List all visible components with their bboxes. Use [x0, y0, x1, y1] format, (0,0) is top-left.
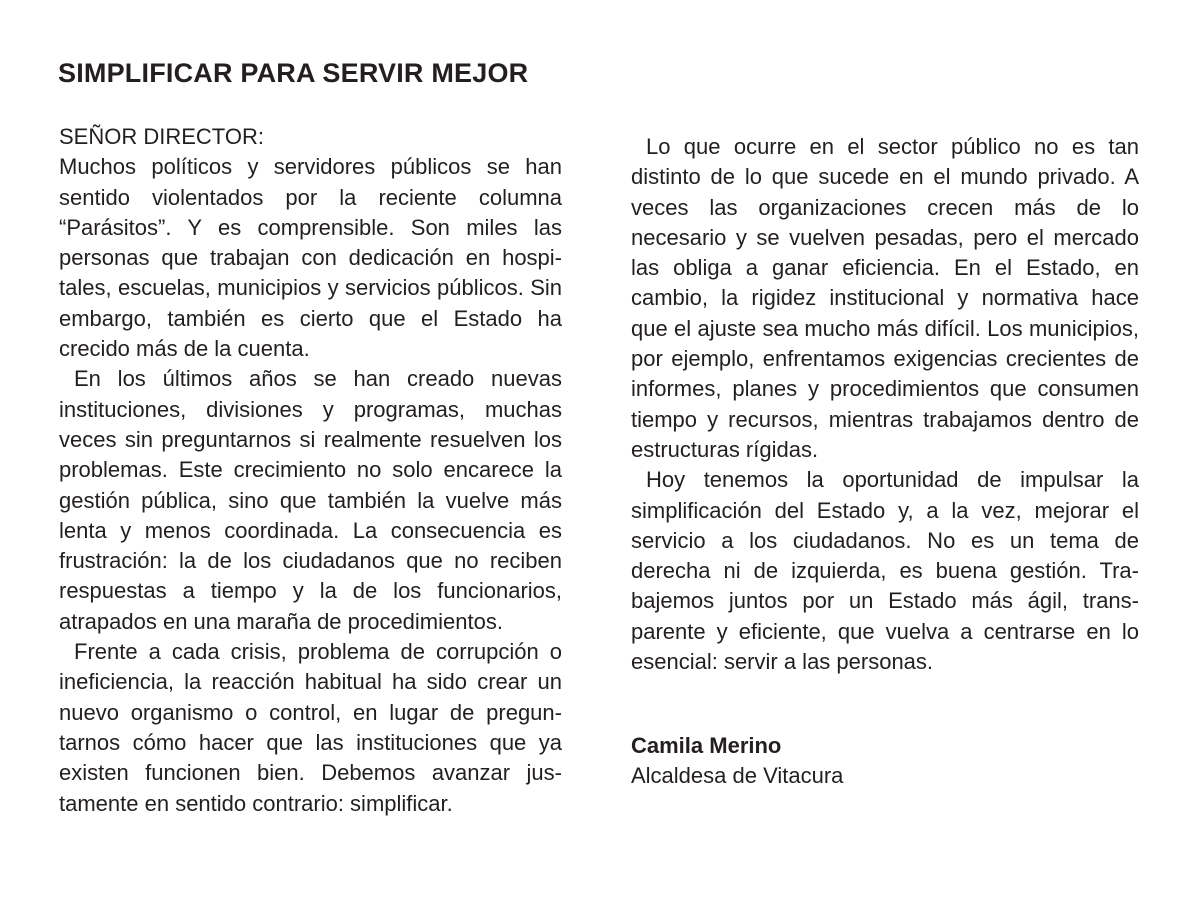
author-name: Camila Merino — [631, 733, 782, 758]
author-title: Alcaldesa de Vitacura — [631, 763, 844, 788]
signature-block — [631, 731, 843, 791]
letter-column-right — [631, 132, 1139, 677]
headline: SIMPLIFICAR PARA SERVIR MEJOR — [58, 58, 529, 88]
paragraph-3: Frente a cada crisis, problema de corrupción o ineficiencia, la reacción habitual ha sido crear un nuevo organismo o control, en lugar de preguntarnos cómo hacer que las instituciones que ya existen funcionen bien. Debemos avanzar justamente en sentido contrario: simplificar. — [59, 639, 562, 816]
salutation: SEÑOR DIRECTOR: — [59, 124, 264, 149]
paragraph-1: Muchos políticos y servidores públicos se han sentido violentados por la reciente columna “Parásitos”. Y es comprensible. Son miles las personas que trabajan con dedicación en hospitales, escuelas, municipios y servicios públicos. Sin embargo, también es cierto que el Estado ha crecido más de la cuenta. — [59, 154, 562, 362]
paragraph-2: En los últimos años se han creado nuevas instituciones, divisiones y programas, muchas veces sin preguntarnos si realmente resuelven los problemas. Este crecimiento no solo encarece la gestión pública, sino que también la vuelve más lenta y menos coordinada. La consecuencia es frustración: la de los ciudadanos que no reciben respuestas a tiempo y la de los funcionarios, atrapados en una maraña de procedimientos. — [59, 366, 562, 634]
paragraph-5: Hoy tenemos la oportunidad de impulsar la simplificación del Estado y, a la vez, mejorar el servicio a los ciudadanos. No es un tema de derecha ni de izquierda, es buena gestión. Trabajemos juntos por un Estado más ágil, transparente y eficiente, que vuelva a centrarse en lo esencial: servir a las personas. — [631, 467, 1139, 675]
paragraph-4: Lo que ocurre en el sector público no es tan distinto de lo que sucede en el mundo privado. A veces las organizaciones crecen más de lo necesario y se vuelven pesadas, pero el mercado las obliga a ganar eficiencia. En el Estado, en cambio, la rigidez institucional y normativa hace que el ajuste sea mucho más difícil. Los municipios, por ejemplo, enfrentamos exigencias crecientes de informes, planes y procedimientos que consumen tiempo y recursos, mientras trabajamos dentro de estructuras rígidas. — [631, 134, 1139, 462]
letter-column-left — [59, 122, 562, 819]
